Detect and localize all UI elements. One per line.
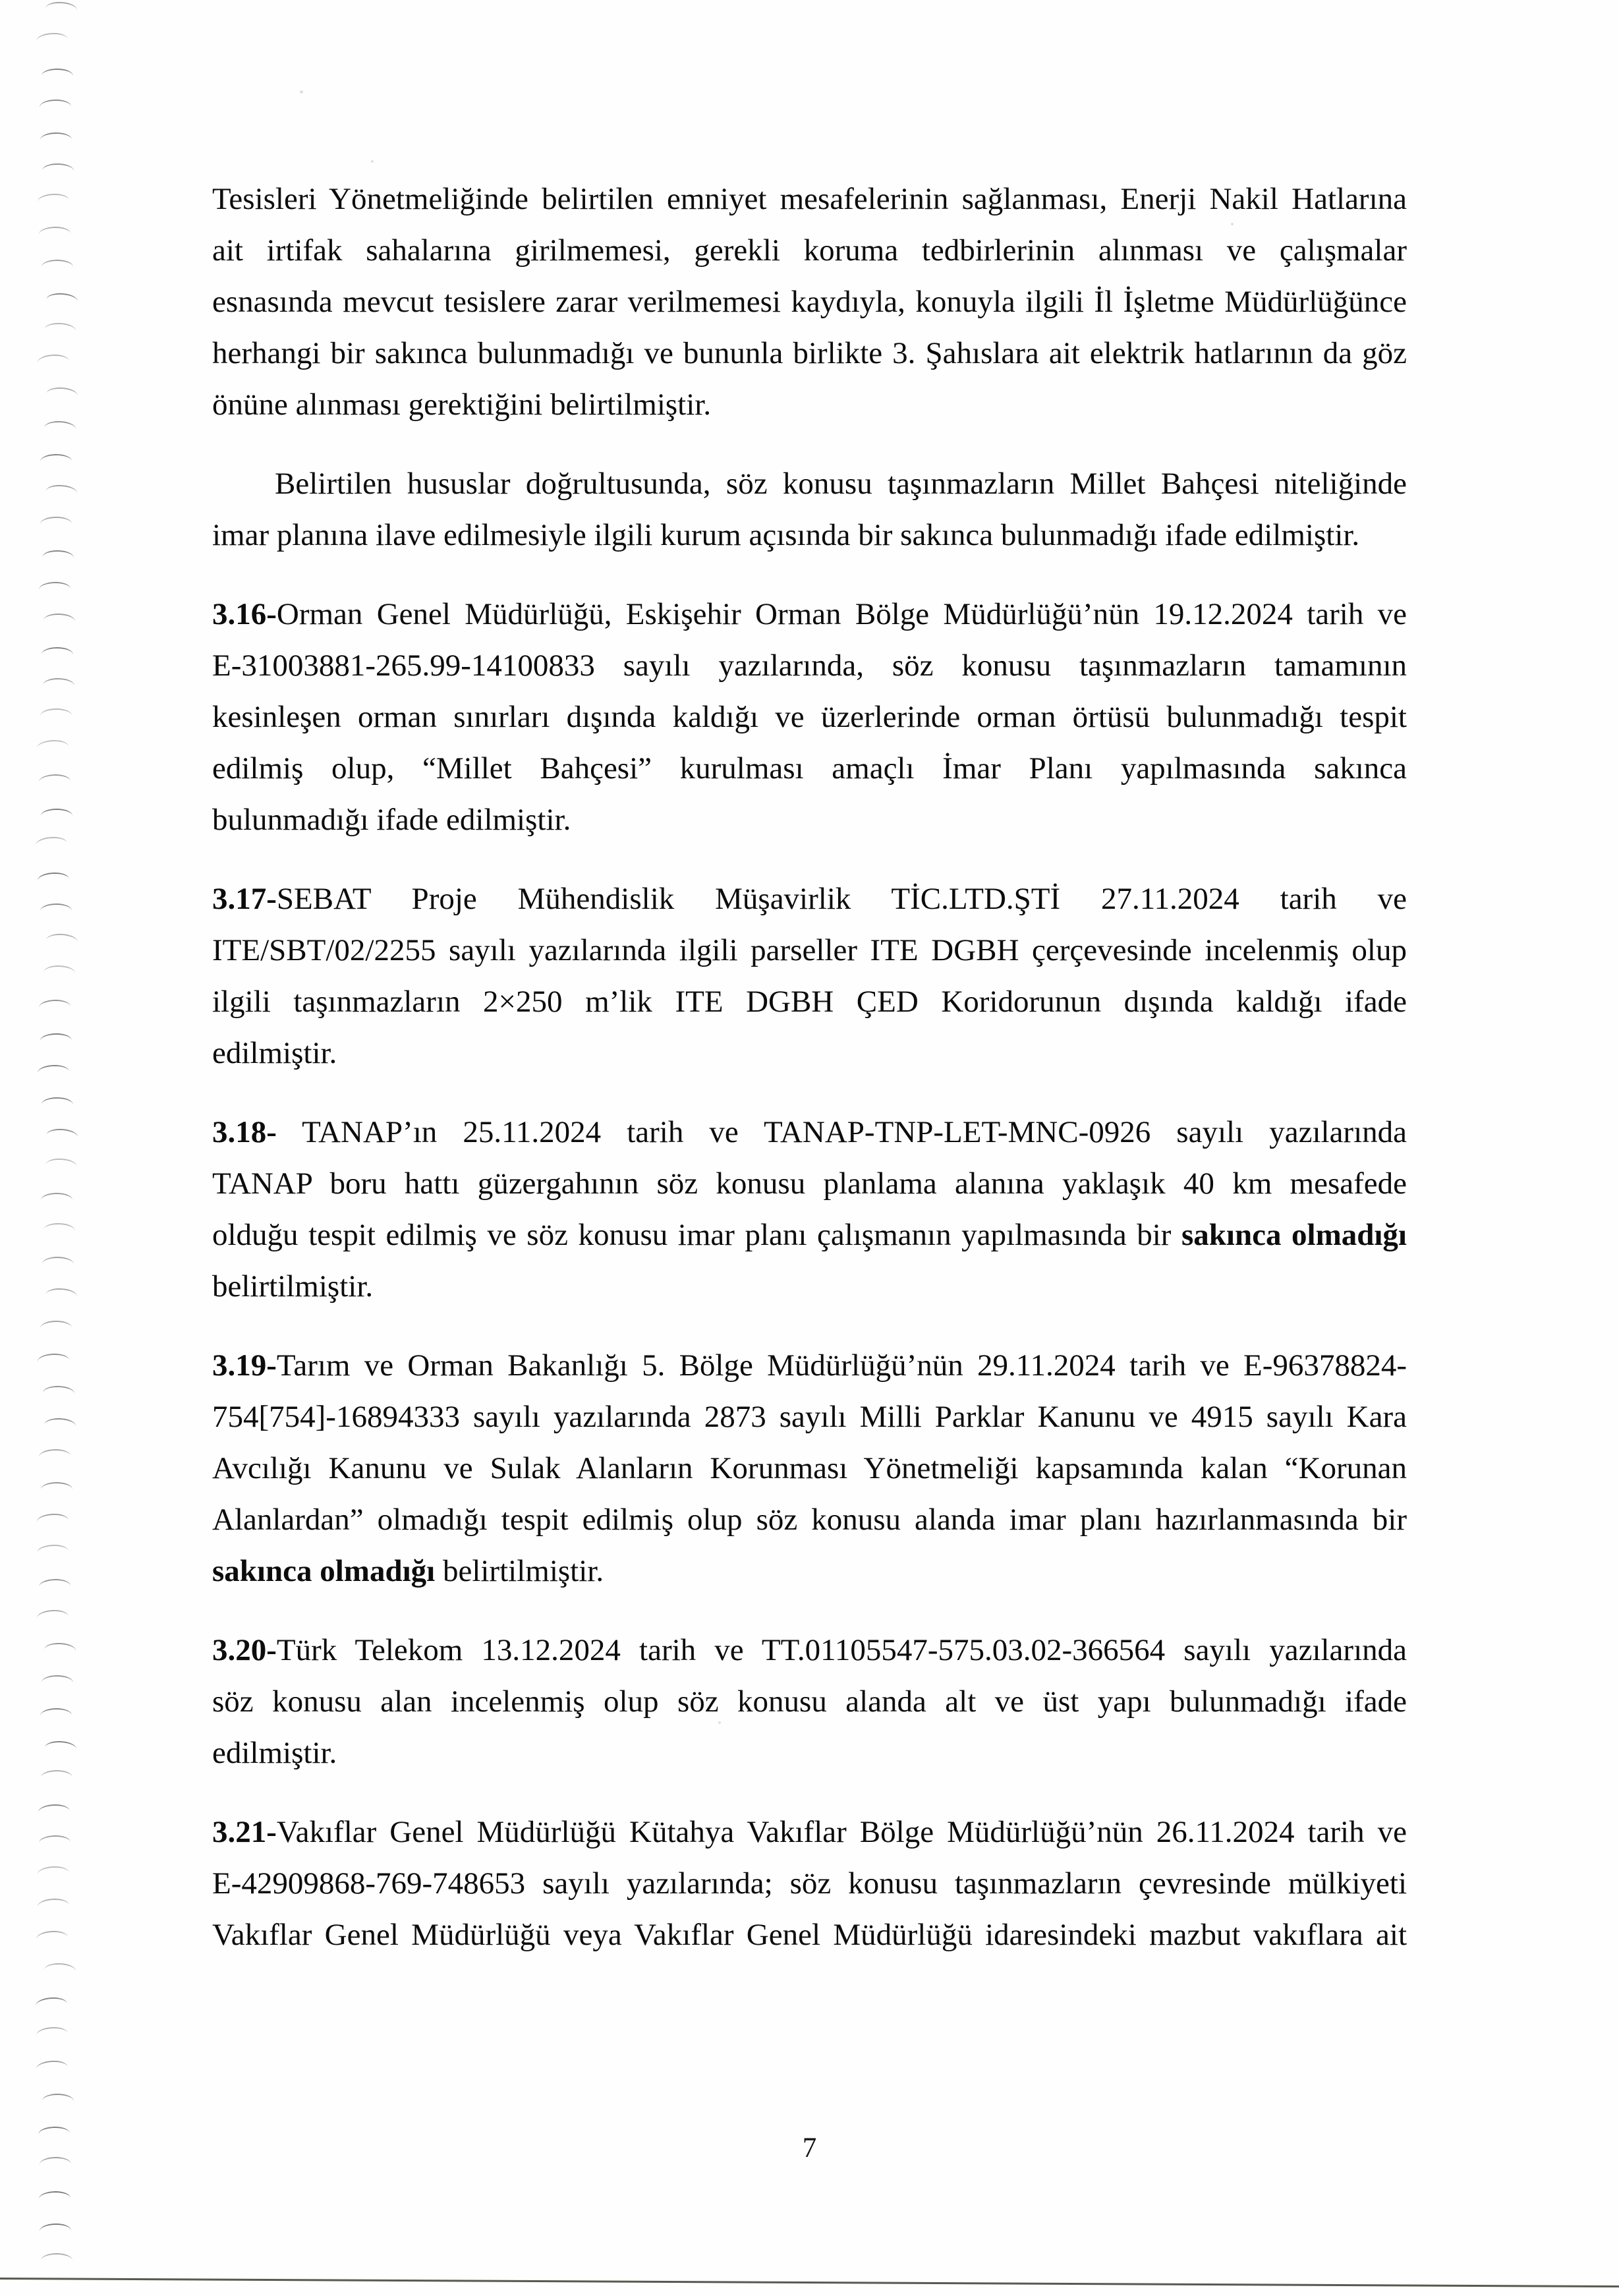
binding-arc xyxy=(44,322,76,337)
binding-arc xyxy=(36,1544,69,1561)
paragraph xyxy=(212,1624,1407,1779)
binding-arc xyxy=(36,1609,69,1625)
binding-arc xyxy=(37,872,69,888)
binding-arc xyxy=(40,454,72,469)
binding-arc xyxy=(38,1578,71,1593)
binding-arc xyxy=(45,1,77,18)
scan-bottom-edge xyxy=(0,2278,1619,2287)
binding-arc xyxy=(45,292,78,308)
binding-arc xyxy=(36,32,68,49)
text-line: belirtilmiştir. xyxy=(212,1269,374,1304)
binding-arc xyxy=(39,2191,71,2206)
binding-arc xyxy=(42,2093,73,2108)
scan-speck xyxy=(300,90,303,94)
text-line: edilmiştir. xyxy=(212,1036,337,1070)
binding-arc xyxy=(39,1835,71,1851)
binding-arc xyxy=(36,2059,69,2076)
binding-arc xyxy=(39,774,71,789)
text-line: 3.20-Türk Telekom 13.12.2024 tarih ve TT.01105547-575.03.02-366564 sayılı yazılarında xyxy=(212,1633,1407,1667)
text-line: Belirtilen hususlar doğrultusunda, söz konusu taşınmazların Millet Bahçesi niteliğinde xyxy=(275,467,1407,501)
binding-arc xyxy=(42,68,73,82)
binding-arc xyxy=(37,193,69,209)
binding-arc xyxy=(40,2223,71,2238)
binding-arc xyxy=(40,1033,72,1048)
text-line: TANAP boru hattı güzergahının söz konusu planlama alanına yaklaşık 40 km mesafede xyxy=(212,1166,1407,1201)
document-body xyxy=(212,173,1407,1961)
binding-arc xyxy=(42,647,73,662)
binding-arc xyxy=(43,613,76,629)
binding-arc xyxy=(41,1482,72,1497)
binding-arc xyxy=(43,1418,76,1433)
binding-arc xyxy=(38,999,71,1014)
binding-arc xyxy=(45,1157,77,1174)
binding-arc xyxy=(37,354,69,370)
text-line: esnasında mevcut tesislere zarar verilmemesi kaydıyla, konuyla ilgili İl İşletme Müdürlüğünce xyxy=(212,285,1407,319)
binding-arc xyxy=(39,226,71,241)
binding-arc xyxy=(40,1321,72,1335)
scan-speck xyxy=(718,1721,721,1724)
binding-arc xyxy=(44,420,76,436)
text-line: herhangi bir sakınca bulunmadığı ve bununla birlikte 3. Şahıslara ait elektrik hatlarının da göz xyxy=(212,336,1407,370)
binding-arc xyxy=(42,550,74,565)
text-line: Avcılığı Kanunu ve Sulak Alanların Korunması Yönetmeliği kapsamında kalan “Korunan xyxy=(212,1451,1407,1485)
paragraph xyxy=(212,1806,1407,1961)
paragraph xyxy=(212,1106,1407,1312)
binding-arc xyxy=(36,2026,69,2043)
text-line: Vakıflar Genel Müdürlüğü veya Vakıflar Genel Müdürlüğü idaresindeki mazbut vakıflara ait xyxy=(212,1918,1407,1952)
binding-arc xyxy=(40,517,72,531)
text-line: 3.21-Vakıflar Genel Müdürlüğü Kütahya Vakıflar Bölge Müdürlüğü’nün 26.11.2024 tarih ve xyxy=(212,1815,1407,1849)
binding-arc xyxy=(42,1256,73,1271)
text-line: 3.18- TANAP’ın 25.11.2024 tarih ve TANAP-TNP-LET-MNC-0926 sayılı yazılarında xyxy=(212,1115,1407,1149)
text-line: Tesisleri Yönetmeliğinde belirtilen emniyet mesafelerinin sağlanması, Enerji Nakil Hatlarına xyxy=(212,182,1407,216)
text-line: 754[754]-16894333 sayılı yazılarında 2873 sayılı Milli Parklar Kanunu ve 4915 sayılı Kara xyxy=(212,1400,1407,1434)
binding-arc xyxy=(45,1128,78,1144)
binding-arc xyxy=(37,1513,69,1529)
binding-arc xyxy=(43,965,75,980)
spiral-binding-marks xyxy=(0,0,105,2296)
paragraph xyxy=(212,1340,1407,1597)
binding-arc xyxy=(41,809,72,823)
binding-arc xyxy=(37,1865,69,1881)
binding-arc xyxy=(41,2253,72,2267)
binding-arc xyxy=(36,1930,69,1947)
text-line: söz konusu alan incelenmiş olup söz konusu alanda alt ve üst yapı bulunmadığı ifade xyxy=(212,1684,1407,1719)
page-number: 7 xyxy=(802,2133,817,2164)
binding-arc xyxy=(44,1963,76,1978)
binding-arc xyxy=(45,933,78,950)
binding-arc xyxy=(40,1708,71,1723)
text-line: imar planına ilave edilmesiyle ilgili kurum açısında bir sakınca bulunmadığı ifade edilmiştir. xyxy=(212,518,1360,552)
text-line: edilmiştir. xyxy=(212,1736,337,1770)
text-line: ilgili taşınmazların 2×250 m’lik ITE DGBH ÇED Koridorunun dışında kaldığı ifade xyxy=(212,985,1407,1019)
text-line: önüne alınması gerektiğini belirtilmiştir. xyxy=(212,387,712,422)
binding-arc xyxy=(40,904,72,919)
text-line: 3.19-Tarım ve Orman Bakanlığı 5. Bölge Müdürlüğü’nün 29.11.2024 tarih ve E-96378824- xyxy=(212,1348,1407,1383)
text-line: E-31003881-265.99-14100833 sayılı yazılarında, söz konusu taşınmazların tamamının xyxy=(212,648,1407,683)
text-line: 3.17-SEBAT Proje Mühendislik Müşavirlik TİC.LTD.ŞTİ 27.11.2024 tarih ve xyxy=(212,882,1407,916)
binding-arc xyxy=(45,484,77,500)
binding-arc xyxy=(45,386,78,403)
binding-arc xyxy=(37,739,69,755)
binding-arc xyxy=(42,163,74,179)
binding-arc xyxy=(43,1222,76,1238)
text-line: bulunmadığı ifade edilmiştir. xyxy=(212,803,571,837)
binding-arc xyxy=(42,677,74,693)
binding-arc xyxy=(44,1642,76,1658)
binding-arc xyxy=(40,1192,72,1207)
binding-arc xyxy=(41,1770,72,1785)
text-line: edilmiş olup, “Millet Bahçesi” kurulması amaçlı İmar Planı yapılmasında sakınca xyxy=(212,751,1407,786)
binding-arc xyxy=(40,708,72,724)
binding-arc xyxy=(35,836,67,852)
text-line: olduğu tespit edilmiş ve söz konusu imar planı çalışmanın yapılmasında bir sakınca olmadığı xyxy=(212,1218,1407,1252)
binding-arc xyxy=(38,1804,70,1820)
binding-arc xyxy=(38,1353,70,1369)
binding-arc xyxy=(44,1740,76,1756)
paragraph xyxy=(212,173,1407,430)
binding-arc xyxy=(36,1997,68,2013)
binding-arc xyxy=(40,132,72,147)
text-line: E-42909868-769-748653 sayılı yazılarında; söz konusu taşınmazların çevresinde mülkiyeti xyxy=(212,1866,1407,1901)
text-line: Alanlardan” olmadığı tespit edilmiş olup söz konusu alanda imar planı hazırlanmasında bir xyxy=(212,1503,1407,1537)
paragraph xyxy=(212,458,1407,561)
binding-arc xyxy=(40,100,71,115)
binding-arc xyxy=(39,582,71,597)
binding-arc xyxy=(42,1097,73,1112)
text-line: kesinleşen orman sınırları dışında kaldığı ve üzerlerinde orman örtüsü bulunmadığı tespit xyxy=(212,700,1407,734)
binding-arc xyxy=(45,1287,77,1304)
binding-arc xyxy=(42,1675,73,1690)
binding-arc xyxy=(43,1385,75,1400)
text-line: 3.16-Orman Genel Müdürlüğü, Eskişehir Orman Bölge Müdürlüğü’nün 19.12.2024 tarih ve xyxy=(212,597,1407,631)
binding-arc xyxy=(38,1449,71,1464)
binding-arc xyxy=(42,260,73,274)
paragraph xyxy=(212,873,1407,1079)
text-line: ITE/SBT/02/2255 sayılı yazılarında ilgili parseller ITE DGBH çerçevesinde incelenmiş olup xyxy=(212,933,1407,967)
text-line: ait irtifak sahalarına girilmemesi, gerekli koruma tedbirlerinin alınması ve çalışmalar xyxy=(212,233,1407,268)
paragraph xyxy=(212,588,1407,846)
text-line: sakınca olmadığı belirtilmiştir. xyxy=(212,1554,604,1588)
scan-speck xyxy=(371,160,374,163)
binding-arc xyxy=(38,1064,70,1080)
binding-arc xyxy=(37,1898,69,1914)
scan-speck xyxy=(1231,223,1234,225)
